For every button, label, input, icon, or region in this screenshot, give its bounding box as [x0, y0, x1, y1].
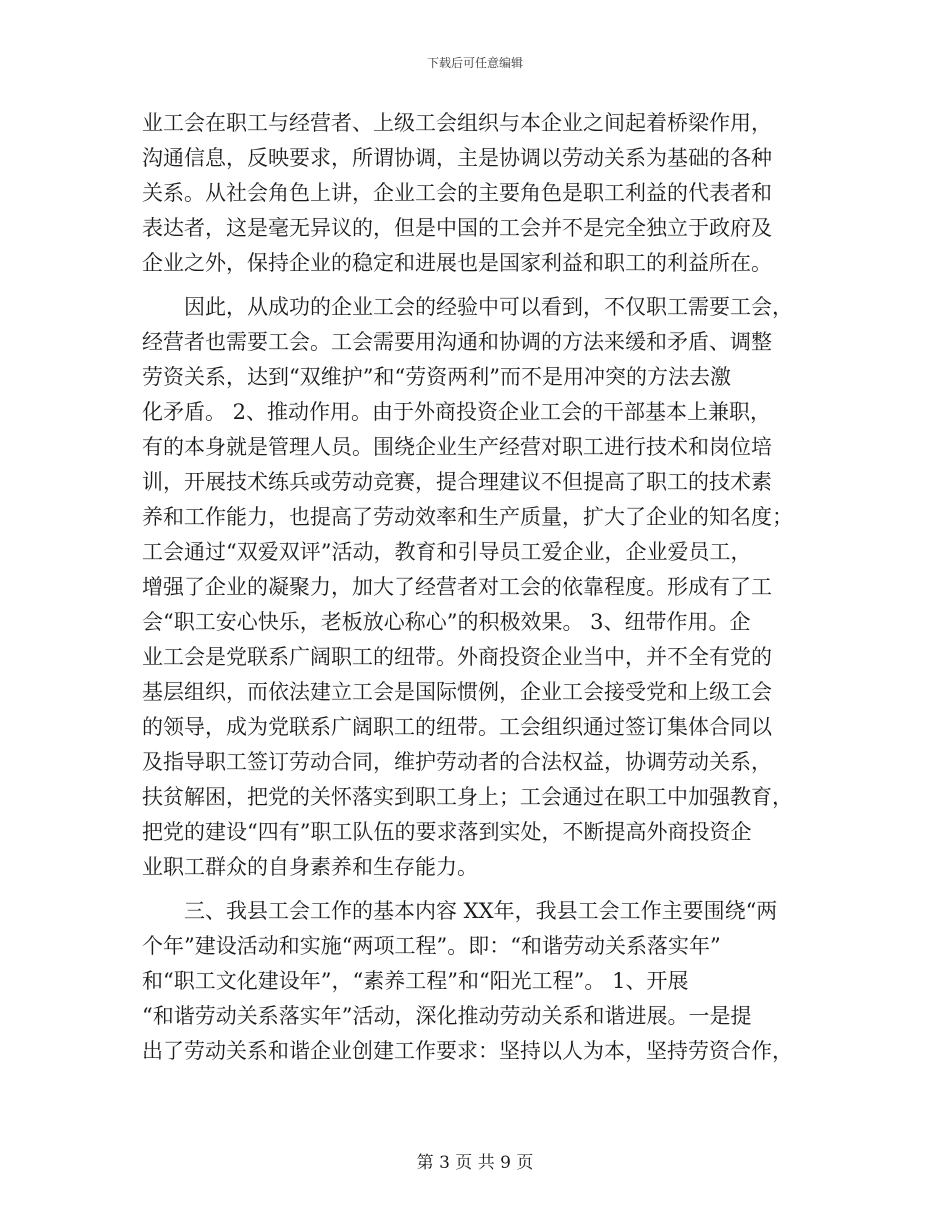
document-body — [142, 106, 810, 1069]
text-line: 业工会在职工与经营者、上级工会组织与本企业之间起着桥梁作用， — [142, 111, 772, 135]
text-line: 业工会是党联系广阔职工的纽带。外商投资企业当中，并不全有党的 — [142, 645, 772, 669]
text-line: 的领导，成为党联系广阔职工的纽带。工会组织通过签订集体合同以 — [142, 715, 772, 739]
text-line: 经营者也需要工会。工会需要用沟通和协调的方法来缓和矛盾、调整 — [142, 330, 772, 354]
text-line: 沟通信息，反映要求，所谓协调，主是协调以劳动关系为基础的各种 — [142, 146, 772, 170]
text-line: 基层组织，而依法建立工会是国际惯例，企业工会接受党和上级工会 — [142, 680, 772, 704]
text-line: 关系。从社会角色上讲，企业工会的主要角色是职工利益的代表者和 — [142, 181, 772, 205]
text-line: 个年”建设活动和实施“两项工程”。即：“和谐劳动关系落实年” — [142, 934, 721, 958]
text-line: “和谐劳动关系落实年”活动，深化推动劳动关系和谐进展。一是提 — [142, 1004, 752, 1028]
text-line: 表达者，这是毫无异议的，但是中国的工会并不是完全独立于政府及 — [142, 216, 772, 240]
text-line: 出了劳动关系和谐企业创建工作要求：坚持以人为本，坚持劳资合作， — [142, 1039, 793, 1063]
text-line: 有的本身就是管理人员。围绕企业生产经营对职工进行技术和岗位培 — [142, 435, 772, 459]
text-line: 劳资关系，达到“双维护”和“劳资两利”而不是用冲突的方法去激 — [142, 365, 731, 389]
text-line: 及指导职工签订劳动合同，维护劳动者的合法权益，协调劳动关系， — [142, 750, 772, 774]
text-line: 增强了企业的凝聚力，加大了经营者对工会的依靠程度。形成有了工 — [142, 575, 772, 599]
text-line: 和“职工文化建设年”，“素养工程”和“阳光工程”。 1、开展 — [142, 969, 689, 993]
text-line: 工会通过“双爱双评”活动，教育和引导员工爱企业，企业爱员工， — [142, 540, 752, 564]
text-line: 业职工群众的自身素养和生存能力。 — [142, 855, 478, 879]
page-header-note: 下载后可任意编辑 — [426, 56, 523, 70]
text-line: 养和工作能力，也提高了劳动效率和生产质量，扩大了企业的知名度； — [142, 505, 793, 529]
text-line: 把党的建设“四有”职工队伍的要求落到实处，不断提高外商投资企 — [142, 820, 752, 844]
text-line: 三、我县工会工作的基本内容 XX年，我县工会工作主要围绕“两 — [142, 899, 778, 923]
text-line: 训，开展技术练兵或劳动竞赛，提合理建议不但提高了职工的技术素 — [142, 470, 772, 494]
page-number: 第 3 页 共 9 页 — [416, 1153, 534, 1173]
text-line: 会“职工安心快乐，老板放心称心”的积极效果。 3、纽带作用。企 — [142, 610, 751, 634]
text-line: 化矛盾。 2、推动作用。由于外商投资企业工会的干部基本上兼职， — [142, 400, 772, 424]
text-line: 企业之外，保持企业的稳定和进展也是国家利益和职工的利益所在。 — [142, 251, 772, 275]
text-line: 因此，从成功的企业工会的经验中可以看到，不仅职工需要工会， — [142, 295, 793, 319]
text-line: 扶贫解困，把党的关怀落实到职工身上；工会通过在职工中加强教育， — [142, 785, 793, 809]
